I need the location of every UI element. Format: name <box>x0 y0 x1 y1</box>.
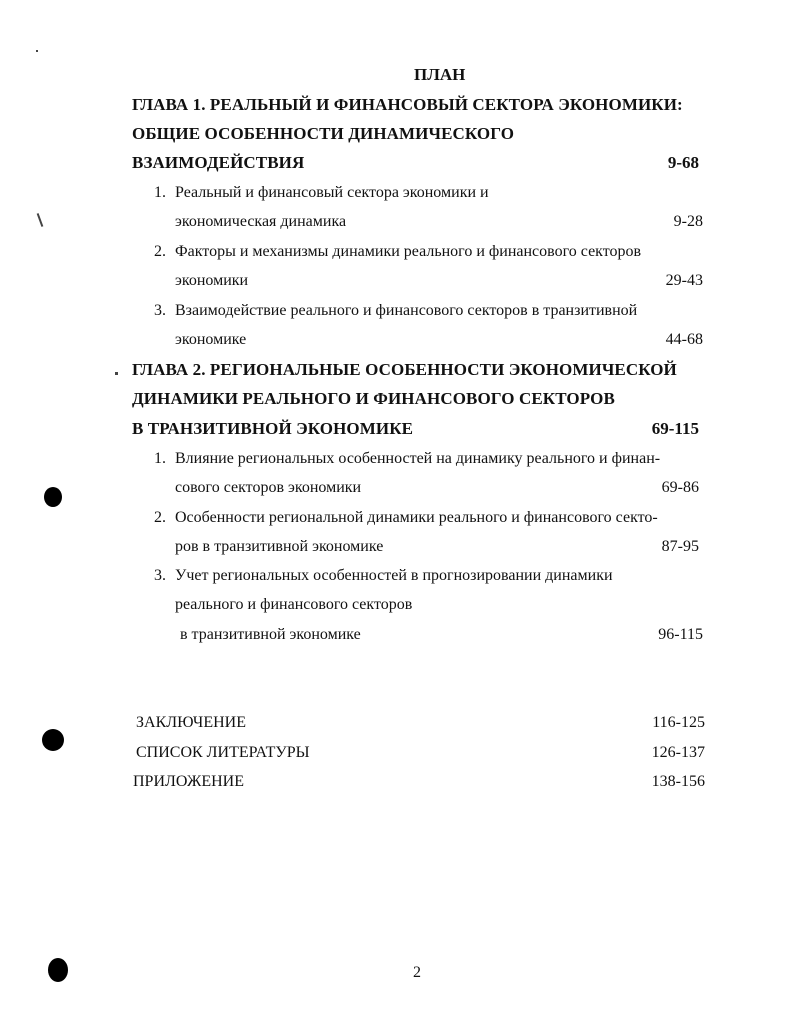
item-pages: 96-115 <box>658 626 703 643</box>
item-number: 3. <box>154 302 166 319</box>
item-text-line: экономике <box>175 331 247 348</box>
chapter-1-heading-line: ОБЩИЕ ОСОБЕННОСТИ ДИНАМИЧЕСКОГО <box>132 124 515 143</box>
chapter-1-pages: 9-68 <box>667 153 699 172</box>
item-text-line: реального и финансового секторов <box>175 596 413 613</box>
item-pages: 87-95 <box>661 538 699 555</box>
scan-speck <box>36 50 38 52</box>
item-pages: 69-86 <box>661 479 699 496</box>
item-number: 1. <box>154 184 166 201</box>
item-text-line: Влияние региональных особенностей на динамику реального и финан- <box>175 450 661 467</box>
item-text-line: Взаимодействие реального и финансового секторов в транзитивной <box>175 302 638 319</box>
item-pages: 44-68 <box>665 331 703 348</box>
item-number: 1. <box>154 450 166 467</box>
page-number: 2 <box>413 964 421 981</box>
item-text-line: экономики <box>175 272 249 289</box>
chapter-2-heading-line: ДИНАМИКИ РЕАЛЬНОГО И ФИНАНСОВОГО СЕКТОРОВ <box>132 389 615 408</box>
binder-hole-top <box>44 487 62 507</box>
chapter-1-heading-line: ГЛАВА 1. РЕАЛЬНЫЙ И ФИНАНСОВЫЙ СЕКТОРА ЭКОНОМИКИ: <box>132 95 683 114</box>
item-text-line: Реальный и финансовый сектора экономики и <box>175 184 489 201</box>
chapter-2-heading-line: ГЛАВА 2. РЕГИОНАЛЬНЫЕ ОСОБЕННОСТИ ЭКОНОМИЧЕСКОЙ <box>132 360 677 379</box>
chapter-1-heading-line: ВЗАИМОДЕЙСТВИЯ <box>132 153 305 172</box>
binder-hole-middle <box>42 729 64 751</box>
item-pages: 9-28 <box>673 213 703 230</box>
section-bibliography: СПИСОК ЛИТЕРАТУРЫ <box>136 744 310 761</box>
item-text-line: ров в транзитивной экономике <box>175 538 384 555</box>
item-text-line: Особенности региональной динамики реального и финансового секто- <box>175 509 658 526</box>
section-appendix: ПРИЛОЖЕНИЕ <box>133 773 245 790</box>
section-appendix-pages: 138-156 <box>651 773 705 790</box>
item-number: 2. <box>154 243 166 260</box>
item-text-line: Учет региональных особенностей в прогнозировании динамики <box>175 567 613 584</box>
binder-hole-bottom <box>48 958 68 982</box>
chapter-2-heading-line: В ТРАНЗИТИВНОЙ ЭКОНОМИКЕ <box>132 419 414 438</box>
chapter-2-pages: 69-115 <box>651 419 699 438</box>
item-number: 2. <box>154 509 166 526</box>
section-conclusion: ЗАКЛЮЧЕНИЕ <box>136 714 246 731</box>
item-text-line: в транзитивной экономике <box>180 626 361 643</box>
scan-speck <box>115 372 118 375</box>
section-bibliography-pages: 126-137 <box>651 744 705 761</box>
item-text-line: Факторы и механизмы динамики реального и финансового секторов <box>175 243 642 260</box>
item-pages: 29-43 <box>665 272 703 289</box>
section-conclusion-pages: 116-125 <box>652 714 705 731</box>
page-title: ПЛАН <box>414 65 466 84</box>
item-text-line: экономическая динамика <box>175 213 347 230</box>
item-text-line: сового секторов экономики <box>175 479 362 496</box>
scan-speck <box>37 213 44 227</box>
item-number: 3. <box>154 567 166 584</box>
